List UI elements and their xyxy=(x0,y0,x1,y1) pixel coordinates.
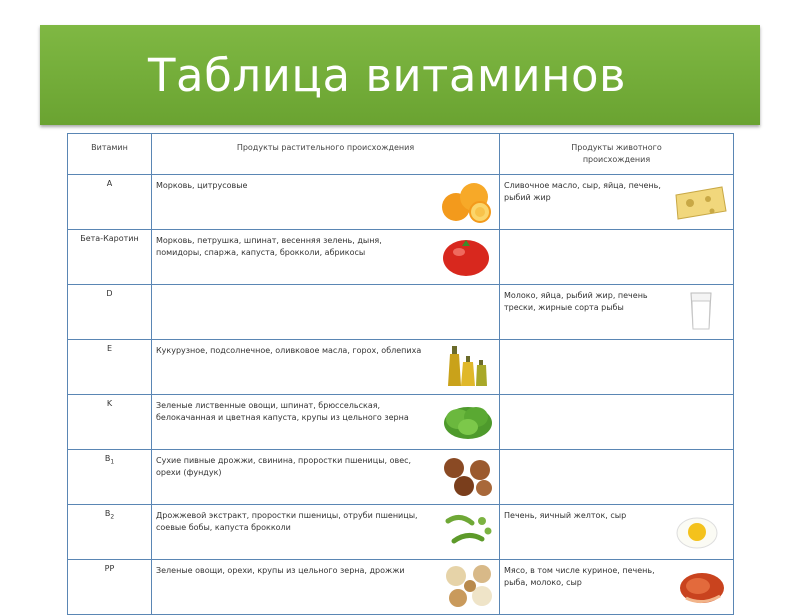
lettuce-icon xyxy=(440,397,496,443)
vitamin-cell xyxy=(68,230,152,285)
plant-text: Морковь, петрушка, шпинат, весенняя зелень, дыня, помидоры, спаржа, капуста, брокколи, абрикосы xyxy=(156,236,382,257)
plant-cell xyxy=(152,340,500,395)
animal-text: Печень, яичный желток, сыр xyxy=(504,511,627,520)
vitamin-cell xyxy=(68,450,152,505)
plant-cell xyxy=(152,175,500,230)
vitamin-cell xyxy=(68,560,152,615)
animal-cell xyxy=(500,395,734,450)
vitamin-label: B xyxy=(104,454,111,463)
animal-cell xyxy=(500,340,734,395)
vitamin-label: E xyxy=(106,344,113,353)
table-row xyxy=(68,340,734,395)
vitamin-label: A xyxy=(106,179,113,188)
tomato-icon xyxy=(440,234,492,278)
nuts-grains-icon xyxy=(442,562,498,608)
animal-text: Молоко, яйца, рыбий жир, печень трески, жирные сорта рыбы xyxy=(504,291,648,312)
vitamins-table xyxy=(67,133,734,615)
plant-cell xyxy=(152,505,500,560)
vitamin-label: B xyxy=(104,509,111,518)
vitamin-cell xyxy=(68,340,152,395)
animal-cell xyxy=(500,505,734,560)
vitamin-subscript: 1 xyxy=(110,458,115,466)
milk-glass-icon xyxy=(686,289,716,333)
animal-cell xyxy=(500,560,734,615)
title-banner xyxy=(40,25,760,125)
plant-text: Зеленые овощи, орехи, крупы из цельного зерна, дрожжи xyxy=(156,566,405,575)
table-row xyxy=(68,230,734,285)
table-row xyxy=(68,505,734,560)
vitamin-cell xyxy=(68,505,152,560)
table-row xyxy=(68,175,734,230)
table-row xyxy=(68,450,734,505)
slide-title: Таблица витаминов xyxy=(148,49,627,102)
plant-cell xyxy=(152,395,500,450)
plant-cell xyxy=(152,560,500,615)
oil-bottles-icon xyxy=(442,342,494,388)
plant-text: Кукурузное, подсолнечное, оливковое масла, горох, облепиха xyxy=(156,346,422,355)
vitamin-label: PP xyxy=(104,564,115,573)
oranges-icon xyxy=(438,179,494,223)
plant-text: Морковь, цитрусовые xyxy=(156,181,248,190)
table-row xyxy=(68,395,734,450)
vitamin-label: D xyxy=(106,289,113,298)
vitamin-cell xyxy=(68,285,152,340)
cheese-icon xyxy=(672,181,728,221)
plant-text: Сухие пивные дрожжи, свинина, проростки пшеницы, овес, орехи (фундук) xyxy=(156,456,412,477)
soybeans-icon xyxy=(444,511,494,551)
table-header-row xyxy=(68,134,734,175)
plant-text: Дрожжевой экстракт, проростки пшеницы, отруби пшеницы, соевые бобы, капуста брокколи xyxy=(156,511,418,532)
plant-cell xyxy=(152,230,500,285)
meat-icon xyxy=(676,564,728,608)
vitamin-label: Бета-Каротин xyxy=(80,234,139,243)
hazelnuts-icon xyxy=(440,454,496,498)
header-plant: Продукты растительного происхождения xyxy=(152,134,500,175)
animal-text: Мясо, в том числе куриное, печень, рыба, молоко, сыр xyxy=(504,566,655,587)
vitamin-label: K xyxy=(106,399,113,408)
header-vitamin: Витамин xyxy=(68,134,152,175)
animal-cell xyxy=(500,450,734,505)
plant-text: Зеленые лиственные овощи, шпинат, брюссельская, белокачанная и цветная капуста, крупы из цельного зерна xyxy=(156,401,409,422)
vitamin-cell xyxy=(68,175,152,230)
header-animal: Продукты животного происхождения xyxy=(500,134,734,175)
vitamin-subscript: 2 xyxy=(110,513,115,521)
table-row xyxy=(68,560,734,615)
vitamin-cell xyxy=(68,395,152,450)
plant-cell xyxy=(152,285,500,340)
table-row xyxy=(68,285,734,340)
animal-cell xyxy=(500,230,734,285)
animal-cell xyxy=(500,285,734,340)
animal-text: Сливочное масло, сыр, яйца, печень, рыбий жир xyxy=(504,181,661,202)
plant-cell xyxy=(152,450,500,505)
egg-icon xyxy=(672,511,722,551)
animal-cell xyxy=(500,175,734,230)
